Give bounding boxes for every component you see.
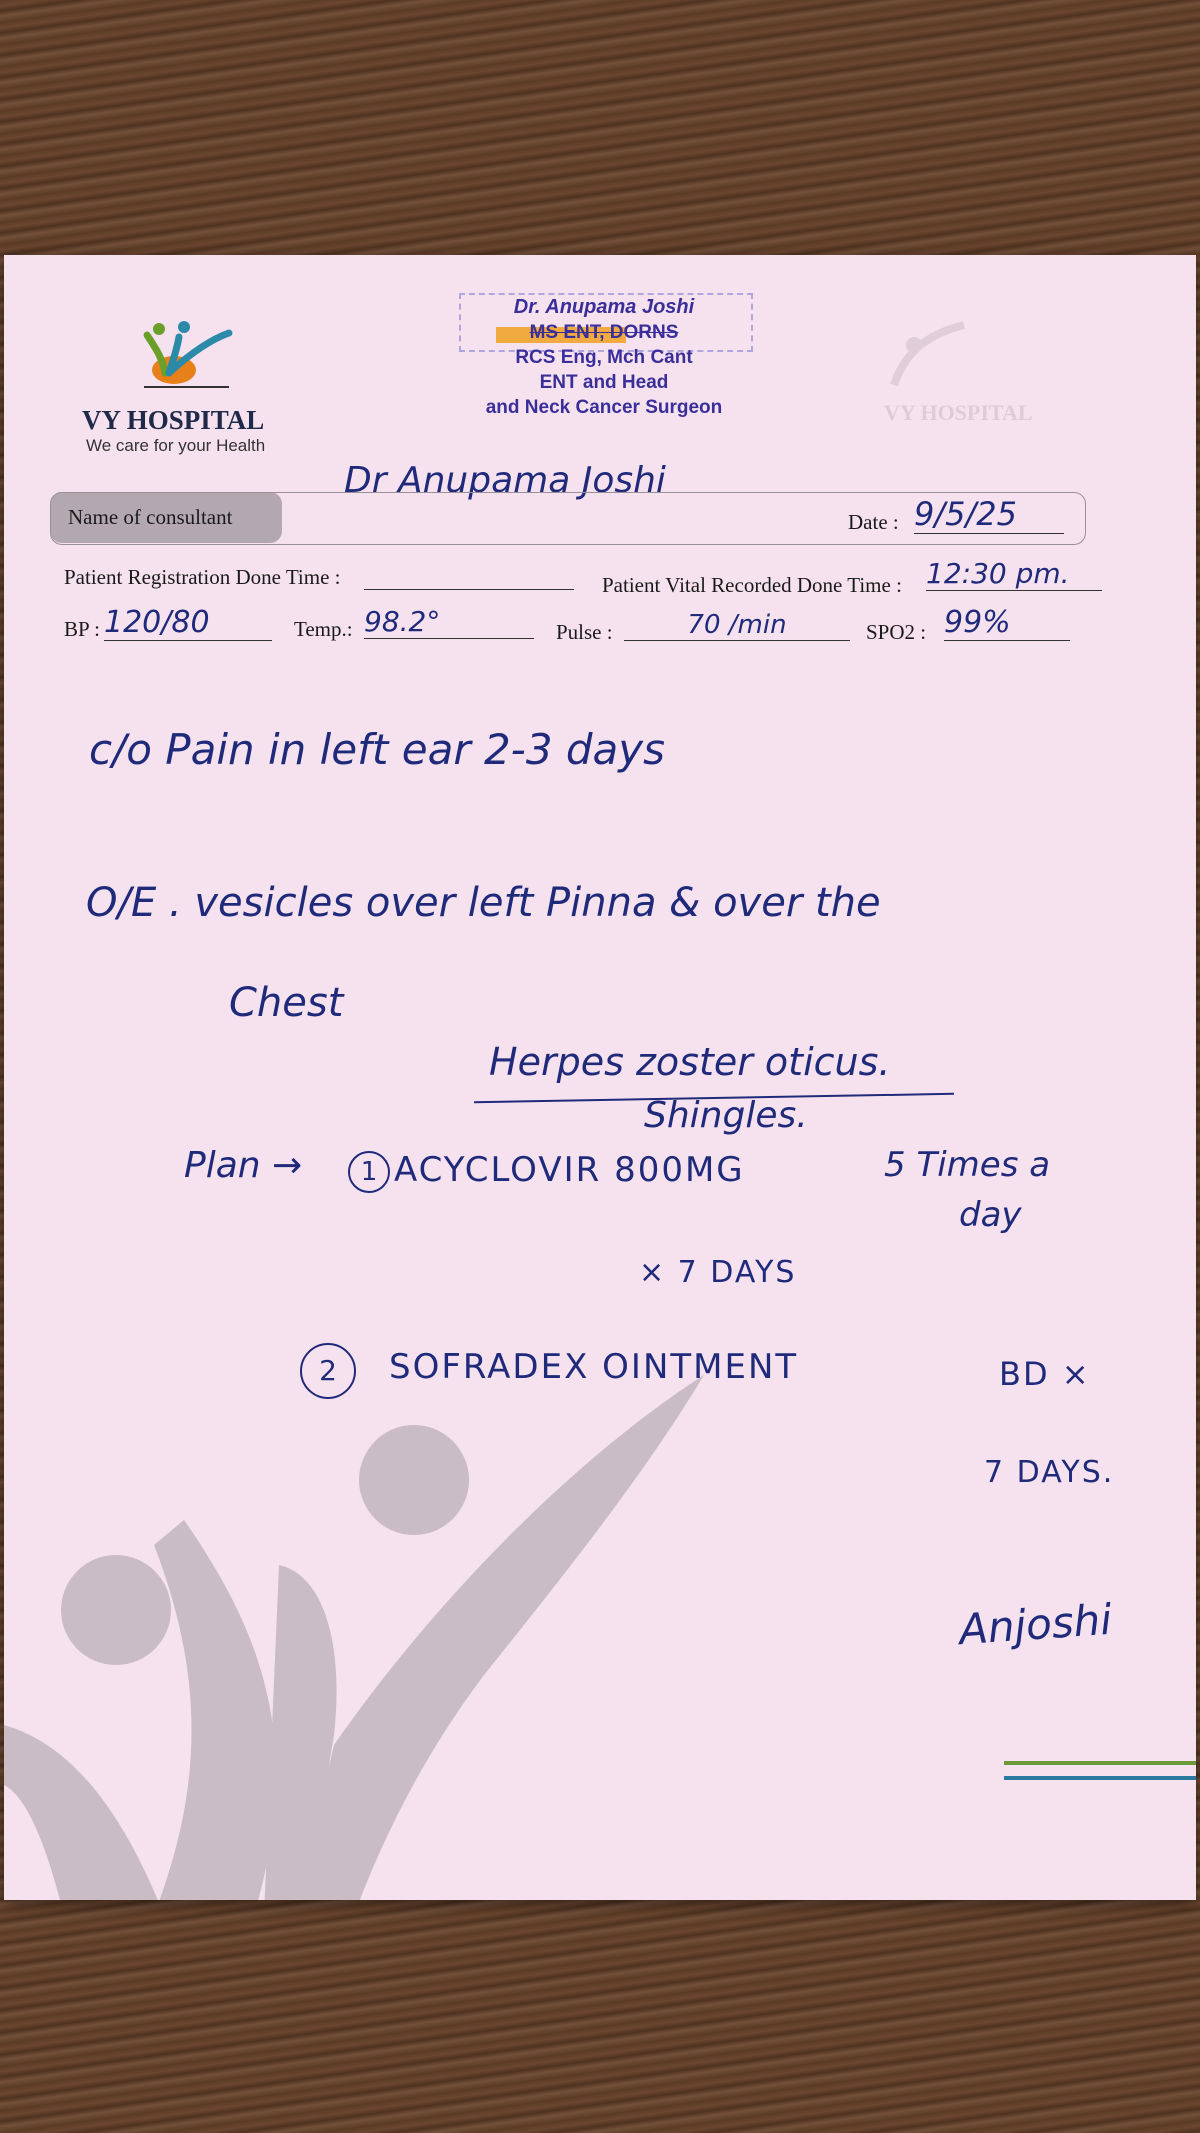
stamp-doctor-name: Dr. Anupama Joshi <box>513 296 695 318</box>
medicine-1-frequency-line-2: day <box>959 1195 1022 1235</box>
medicine-1-duration: × 7 DAYS <box>639 1255 797 1290</box>
registration-time-value <box>364 565 574 590</box>
doctor-stamp <box>454 295 754 445</box>
examination-line-1: O/E . vesicles over left Pinna & over the <box>86 880 881 926</box>
examination-line-2: Chest <box>229 980 344 1026</box>
stamp-line-5: and Neck Cancer Surgeon <box>485 397 723 418</box>
bp-label: BP : <box>64 617 100 641</box>
diagnosis-alt: Shingles. <box>644 1095 808 1136</box>
date-value: 9/5/25 <box>914 495 1064 534</box>
doctor-signature: Anjoshi <box>957 1594 1114 1655</box>
spo2-label: SPO2 : <box>866 620 927 644</box>
chief-complaint: c/o Pain in left ear 2-3 days <box>89 725 666 774</box>
medicine-2-duration: 7 DAYS. <box>984 1455 1115 1490</box>
hospital-watermark-logo <box>4 1315 764 1900</box>
plan-label: Plan → <box>184 1145 303 1186</box>
consultant-label: Name of consultant <box>68 505 233 529</box>
temp-value: 98.2° <box>364 605 534 639</box>
hospital-name: VY HOSPITAL <box>82 405 265 435</box>
stamp-line-3: RCS Eng, Mch Cant <box>515 347 693 368</box>
vital-time-value: 12:30 pm. <box>926 557 1102 591</box>
faded-logo-icon <box>884 315 974 395</box>
medicine-2-number: 2 <box>300 1343 356 1399</box>
medicine-2-frequency: BD × <box>999 1355 1091 1393</box>
stamp-line-4: ENT and Head <box>539 372 669 393</box>
hospital-tagline: We care for your Health <box>86 436 266 455</box>
blue-stripe <box>1004 1776 1196 1780</box>
diagnosis: Herpes zoster oticus. <box>489 1040 891 1084</box>
stamp-qualification: MS ENT, DORNS <box>529 322 679 343</box>
date-label: Date : <box>848 510 899 534</box>
faded-letterhead <box>884 315 1033 426</box>
medicine-2: SOFRADEX OINTMENT <box>389 1347 799 1387</box>
pulse-label: Pulse : <box>556 620 613 644</box>
hospital-logo-icon <box>129 315 239 390</box>
green-stripe <box>1004 1761 1196 1765</box>
temp-label: Temp.: <box>294 617 353 641</box>
medicine-1: ACYCLOVIR 800MG <box>394 1150 745 1190</box>
vital-time-label: Patient Vital Recorded Done Time : <box>602 573 902 597</box>
bp-value: 120/80 <box>104 605 272 641</box>
medicine-1-frequency: 5 Times a <box>884 1145 1051 1185</box>
faded-hospital-name: VY HOSPITAL <box>884 400 1033 425</box>
registration-time-label: Patient Registration Done Time : <box>64 565 341 589</box>
spo2-value: 99% <box>944 605 1070 641</box>
pulse-value: 70 /min <box>624 610 850 641</box>
prescription-sheet <box>4 255 1196 1900</box>
medicine-1-number: 1 <box>348 1151 390 1193</box>
consultant-value: Dr Anupama Joshi <box>344 460 666 501</box>
